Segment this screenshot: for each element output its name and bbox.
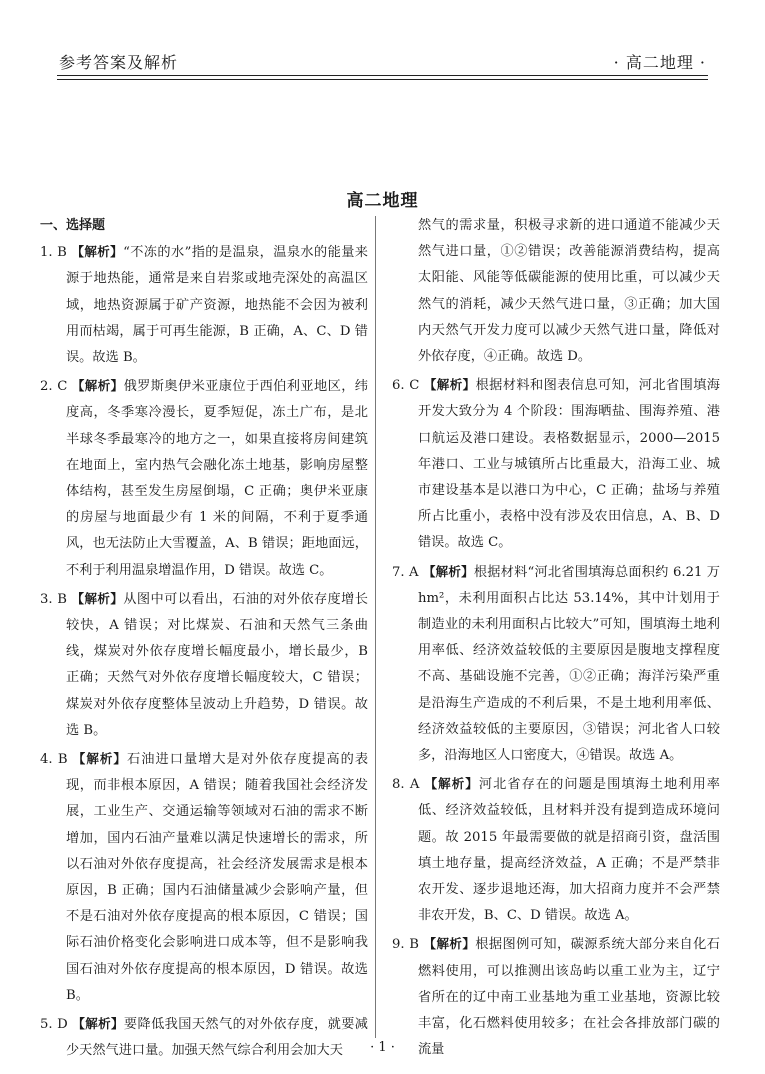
answer-number: 6. C [392,378,420,394]
answer-text: 根据材料“河北省围填海总面积约 6.21 万 hm²，未利用面积占比达 53.14%，其中计划用于制造业的未利用面积占比较大”可知，围填海土地利用率低、经济效益较低的主要原因是腹地支撑程度不高、基础设施不完善，①②正确；海洋污染严重是沿海生产造成的不利后果，不是土地利用率低、经济效益较低的主要原因，③错误；河北省人口较多，沿海地区人口密度大，④错误。故选 A。 [418,564,720,764]
page-header [57,44,708,74]
answer-text: “不冻的水”指的是温泉，温泉水的能量来源于地热能，通常是来自岩浆或地壳深处的高温区域，地热资源属于矿产资源，地热能不会因为被利用而枯竭，属于可再生能源，B 正确，A、C、D 错误。故选 B。 [66,245,368,366]
answer-item [40,239,368,371]
answer-number: 5. D [40,1017,68,1033]
analysis-tag: 【解析】 [71,590,124,606]
answer-item [40,746,368,1009]
answer-item [40,1011,368,1064]
page-number: · 1 · [370,1040,395,1055]
analysis-tag: 【解析】 [72,751,127,767]
answer-continuation: 然气的需求量，积极寻求新的进口通道不能减少天然气进口量，①②错误；改善能源消费结构，提高太阳能、风能等低碳能源的使用比重，可以减少天然气的消耗，减少天然气进口量，③正确；加大国内天然气开发力度可以减少天然气进口量，降低对外依存度，④正确。故选 D。 [418,218,720,365]
answer-number: 3. B [40,591,67,607]
answer-number: 9. B [392,937,419,953]
answer-item [40,586,368,744]
analysis-tag: 【解析】 [422,563,474,579]
answer-text: 要降低我国天然气的对外依存度，就要减少天然气进口量。加强天然气综合利用会加大天 [66,1017,368,1059]
header-left-text: 参考答案及解析 [59,53,179,72]
answer-text: 俄罗斯奥伊米亚康位于西伯利亚地区，纬度高，冬季寒冷漫长，夏季短促，冻土广布，是北半球冬季最寒冷的地方之一，如果直接将房间建筑在地面上，室内热气会融化冻土地基，影响房屋整体结构，甚至发生房屋倒塌，C 正确；奥伊米亚康的房屋与地面最少有 1 米的间隔，不利于夏季通风，也无法防止大雪覆盖，A、B 错误；距地面远，不利于利用温泉增温作用，D 错误。故选 C。 [66,379,368,578]
left-column [40,213,368,1067]
answer-number: 8. A [392,777,420,793]
answer-item [40,373,368,584]
answer-item [392,771,720,929]
answer-text: 石油进口量增大是对外依存度提高的表现，而非根本原因，A 错误；随着我国社会经济发展，工业生产、交通运输等领域对石油的需求不断增加，国内石油产量难以满足快速增长的需求，所以石油对外依存度提高，社会经济发展需求是根本原因，B 正确；国内石油储量减少会影响产量，但不是石油对外依存度提高的根本原因，C 错误；国际石油价格变化会影响进口成本等，但不是影响我国石油对外依存度提高的根本原因，D 错误。故选 B。 [66,752,369,1003]
answer-text: 根据材料和图表信息可知，河北省围填海开发大致分为 4 个阶段：围海晒盐、围海养殖、港口航运及港口建设。表格数据显示，2000—2015 年港口、工业与城镇所占比重最大，沿海工业、城市建设基本是以港口为中心，C 正确；盐场与养殖所占比重小，表格中没有涉及农田信息，A、B、D 错误。故选 C。 [418,378,720,551]
header-rule-thick [57,75,708,76]
analysis-tag: 【解析】 [71,244,124,260]
answer-text: 根据图例可知，碳源系统大部分来自化石燃料使用，可以推测出该岛屿以重工业为主，辽宁省所在的辽中南工业基地为重工业基地，资源比较丰富，化石燃料使用较多；在社会各排放部门碳的流量 [418,937,720,1058]
answer-number: 2. C [40,379,68,395]
answer-number: 4. B [40,752,68,768]
document-title: 高二地理 [346,191,419,211]
answer-text: 从图中可以看出，石油的对外依存度增长较快，A 错误；对比煤炭、石油和天然气三条曲线，煤炭对外依存度增长幅度最小，增长最少，B 正确；天然气对外依存度增长幅度较大，C 错误；煤炭对外依存度整体呈波动上升趋势，D 错误。故选 B。 [66,591,368,738]
analysis-tag: 【解析】 [423,377,476,393]
answer-number: 1. B [40,245,67,261]
header-rule-thin [57,79,708,80]
analysis-tag: 【解析】 [423,936,476,952]
column-divider [375,216,376,1038]
answer-item [392,559,720,770]
analysis-tag: 【解析】 [71,378,124,394]
section-heading: 一、选择题 [40,218,106,233]
analysis-tag: 【解析】 [72,1016,124,1032]
right-column [392,213,720,1066]
header-right-text: · 高二地理 · [613,53,706,72]
answer-number: 7. A [392,564,419,580]
answer-text: 河北省存在的问题是围填海土地利用率低、经济效益较低，且材料并没有提到造成环境问题。故 2015 年最需要做的就是招商引资，盘活围填土地存量，提高经济效益，A 正确；不是严禁非农开发、逐步退地还海，加大招商力度并不会严禁非农开发，B、C、D 错误。故选 A。 [418,777,720,924]
analysis-tag: 【解析】 [424,776,479,792]
answer-item [392,372,720,556]
